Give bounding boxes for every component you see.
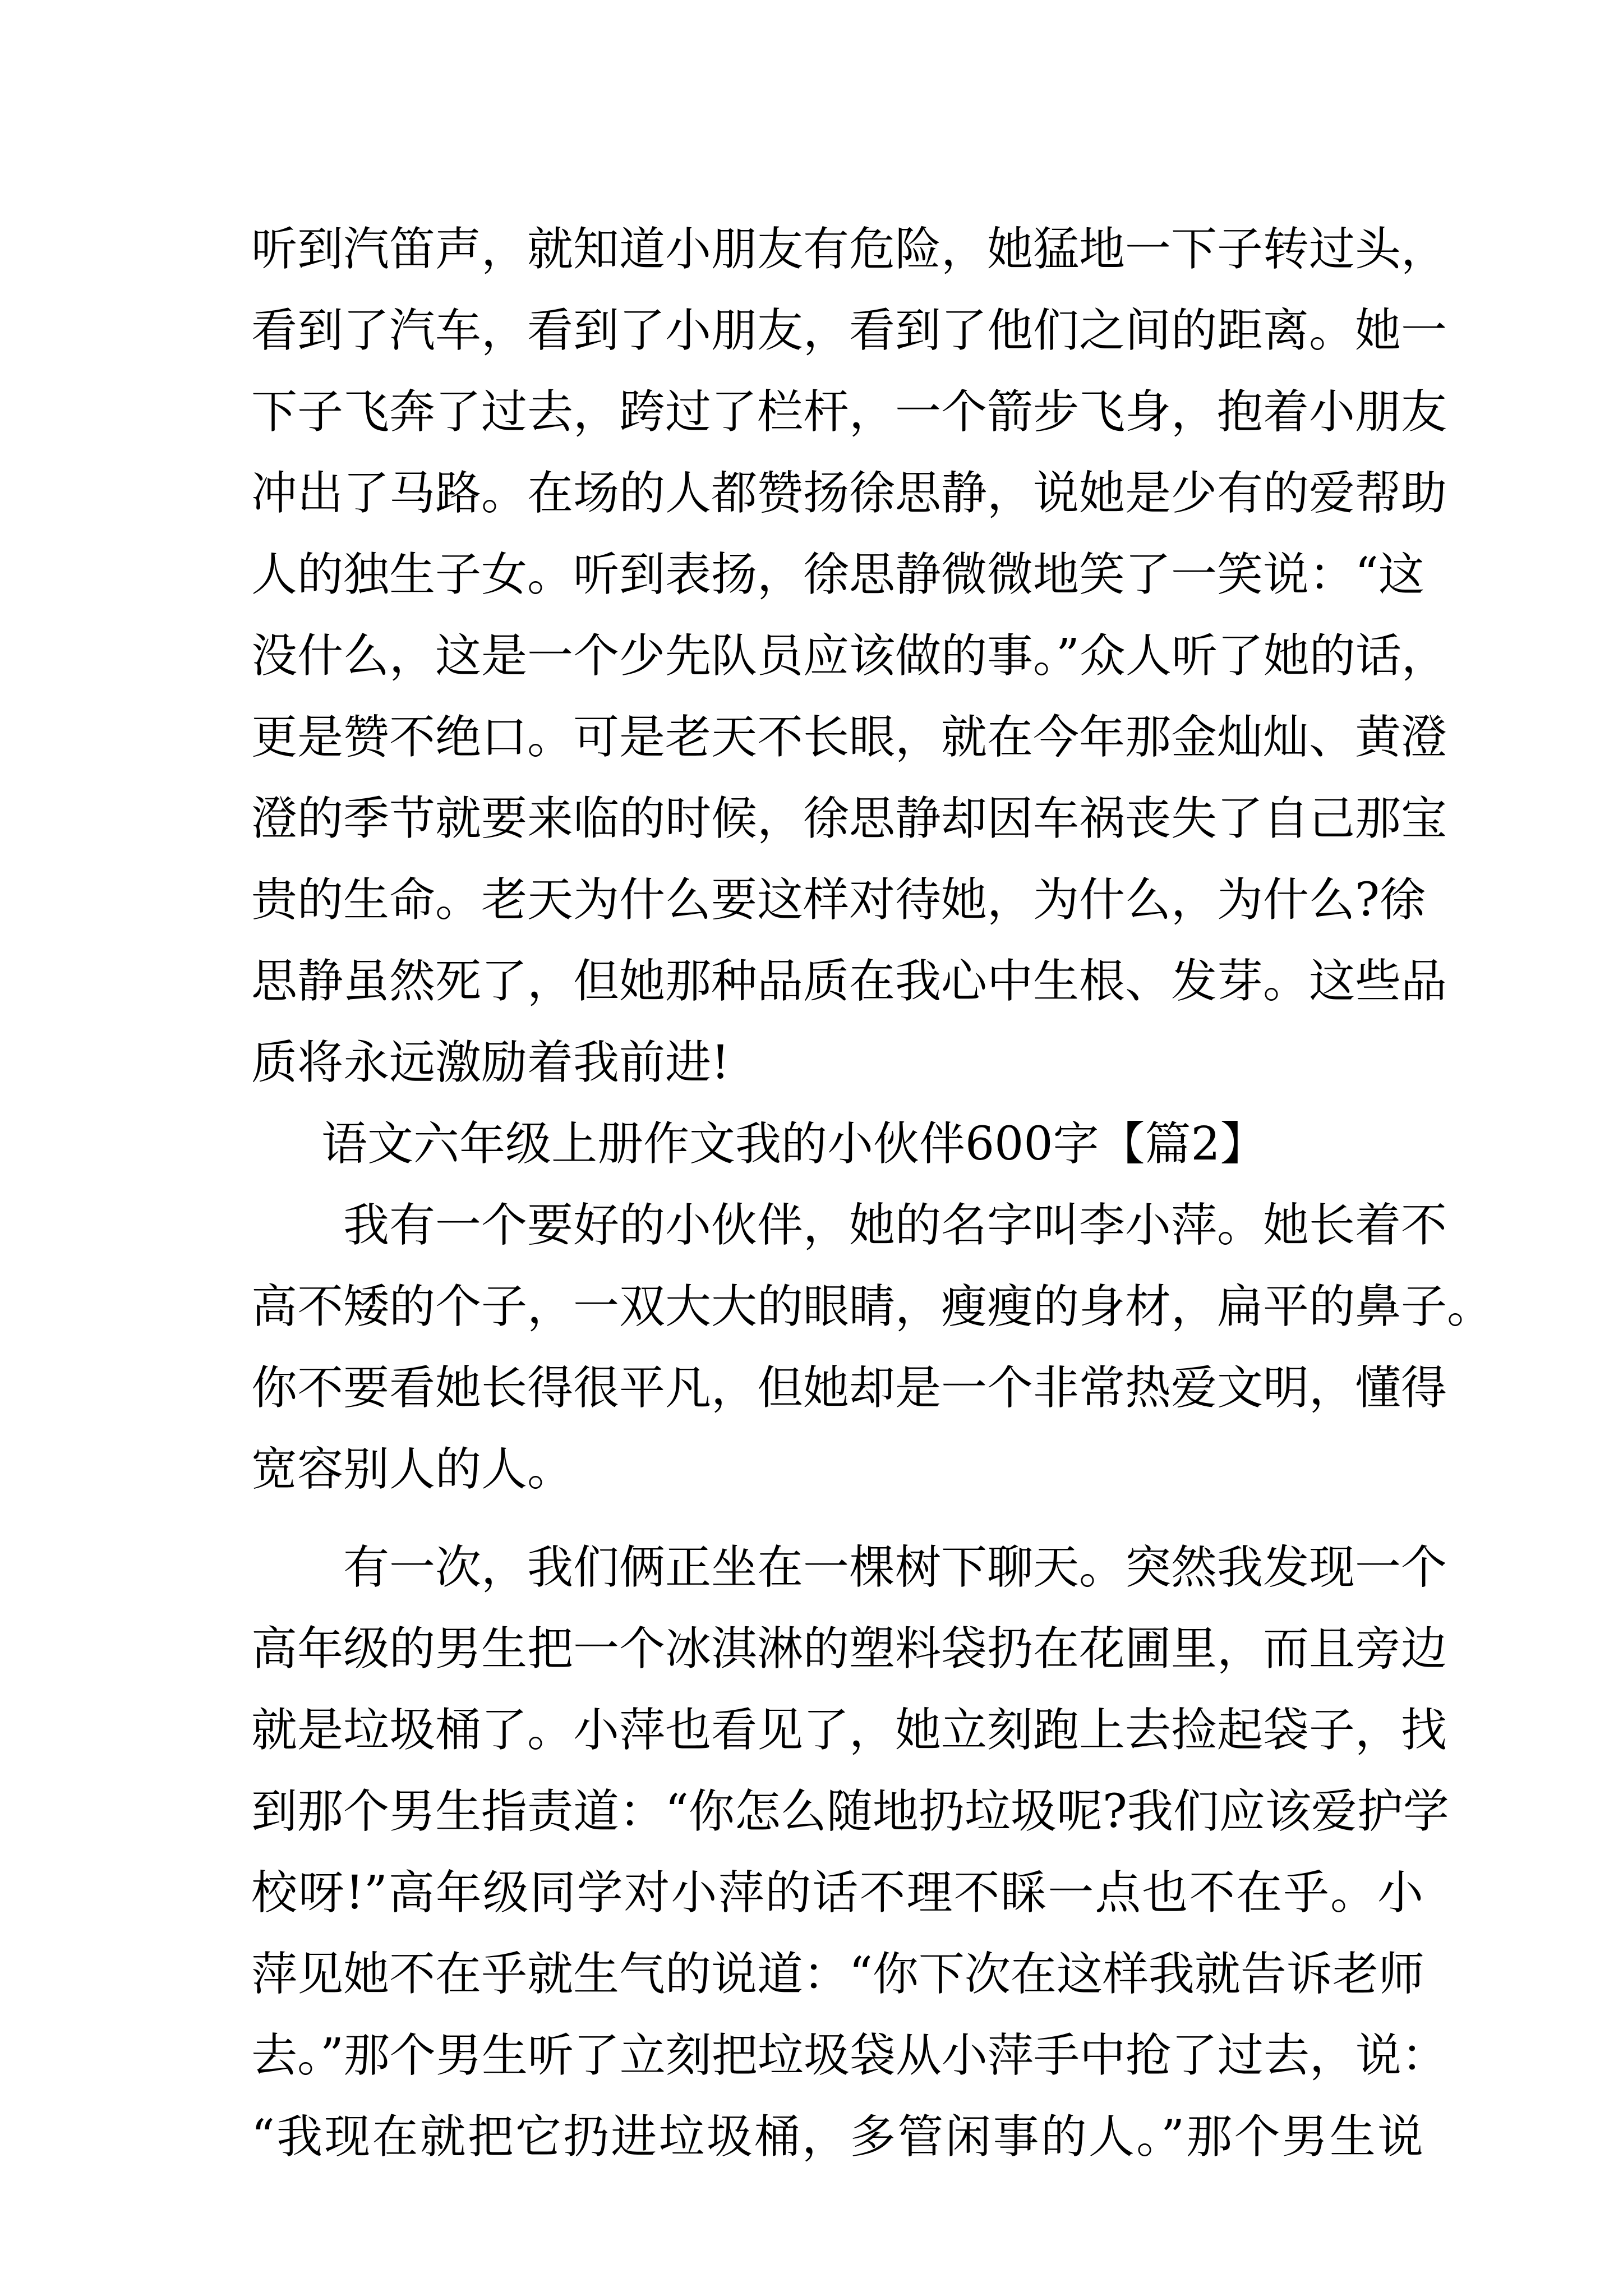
text-line: 听到汽笛声，就知道小朋友有危险，她猛地一下子转过头， <box>251 223 1447 276</box>
text-line: 高年级的男生把一个冰淇淋的塑料袋扔在花圃里，而且旁边 <box>251 1622 1447 1676</box>
text-line: 有一次，我们俩正坐在一棵树下聊天。突然我发现一个 <box>343 1541 1447 1594</box>
text-line: 下子飞奔了过去，跨过了栏杆，一个箭步飞身，抱着小朋友 <box>251 385 1447 439</box>
text-line: 贵的生命。老天为什么要这样对待她，为什么，为什么?徐 <box>251 873 1426 927</box>
text-line: 你不要看她长得很平凡，但她却是一个非常热爱文明，懂得 <box>251 1361 1447 1415</box>
text-line: 萍见她不在乎就生气的说道：“你下次在这样我就告诉老师 <box>251 1948 1424 2001</box>
heading-text: 语文六年级上册作文我的小伙伴600字【篇2】 <box>321 1117 1266 1171</box>
text-line: 澄的季节就要来临的时候，徐思静却因车祸丧失了自己那宝 <box>251 792 1447 845</box>
text-line: 就是垃圾桶了。小萍也看见了，她立刻跑上去捡起袋子，找 <box>251 1704 1447 1757</box>
section-heading <box>251 1103 1423 1185</box>
paragraph <box>251 209 1447 1103</box>
text-line: 高不矮的个子，一双大大的眼睛，瘦瘦的身材，扁平的鼻子。 <box>251 1280 1493 1333</box>
paragraph <box>251 1185 1493 1510</box>
text-line: 思静虽然死了，但她那种品质在我心中生根、发芽。这些品 <box>251 955 1447 1008</box>
text-line: 宽容别人的人。 <box>251 1443 574 1496</box>
text-line: “我现在就把它扔进垃圾桶，多管闲事的人。”那个男生说 <box>251 2110 1423 2164</box>
text-line: 更是赞不绝口。可是老天不长眼，就在今年那金灿灿、黄澄 <box>251 711 1447 764</box>
text-line: 没什么，这是一个少先队员应该做的事。”众人听了她的话， <box>251 629 1447 683</box>
text-line: 到那个男生指责道：“你怎么随地扔垃圾呢?我们应该爱护学 <box>251 1785 1449 1838</box>
paragraph <box>251 1527 1449 2178</box>
text-line: 去。”那个男生听了立刻把垃圾袋从小萍手中抢了过去，说： <box>251 2029 1447 2082</box>
text-line: 冲出了马路。在场的人都赞扬徐思静，说她是少有的爱帮助 <box>251 467 1447 520</box>
article-body <box>251 209 1493 2178</box>
text-line: 人的独生子女。听到表扬，徐思静微微地笑了一笑说：“这 <box>251 548 1424 601</box>
text-line: 看到了汽车，看到了小朋友，看到了他们之间的距离。她一 <box>251 304 1447 357</box>
text-line: 我有一个要好的小伙伴，她的名字叫李小萍。她长着不 <box>343 1199 1447 1252</box>
text-line: 校呀!”高年级同学对小萍的话不理不睬一点也不在乎。小 <box>251 1866 1423 1920</box>
text-line: 质将永远激励着我前进! <box>251 1036 730 1089</box>
